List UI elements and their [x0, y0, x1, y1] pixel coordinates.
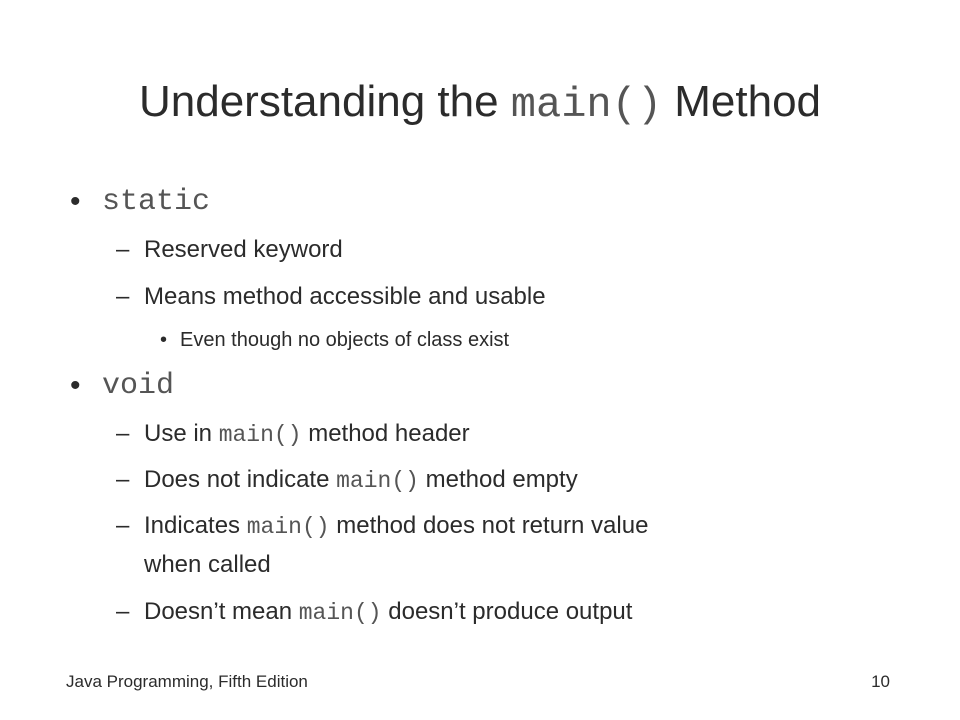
text-before: Use in: [144, 420, 219, 447]
footer-book-title: Java Programming, Fifth Edition: [66, 672, 308, 691]
list-item-text: Means method accessible and usable: [144, 283, 546, 310]
text-after: doesn’t produce output: [381, 598, 633, 625]
keyword-void: void: [102, 369, 175, 403]
text-after: method empty: [418, 466, 578, 493]
bullet-marker: •: [70, 369, 81, 402]
dash-marker: –: [116, 236, 130, 263]
dash-marker: –: [116, 420, 130, 447]
inline-code: main(): [336, 468, 419, 494]
dash-marker: –: [116, 283, 130, 310]
text-before: Does not indicate: [144, 466, 337, 493]
list-item-text: [144, 597, 632, 628]
text-before: Indicates: [144, 512, 247, 539]
footer-page-number: 10: [871, 672, 890, 691]
keyword-static: static: [102, 185, 211, 219]
text-before: Doesn’t mean: [144, 598, 299, 625]
list-item-text: when called: [144, 551, 271, 578]
dash-marker: –: [116, 598, 130, 625]
dash-marker: –: [116, 466, 130, 493]
sub-bullet-marker: •: [160, 329, 168, 351]
bullet-marker: •: [70, 185, 81, 218]
list-item-text: [144, 419, 470, 450]
inline-code: main(): [246, 514, 330, 540]
title-text-before: Understanding the: [138, 77, 511, 126]
inline-code: main(): [298, 600, 382, 626]
title-code: main(): [510, 81, 663, 129]
list-item-text: [144, 465, 578, 496]
text-after: method header: [301, 420, 470, 447]
text-after: method does not return value: [329, 512, 649, 539]
inline-code: main(): [218, 422, 302, 448]
list-item-text: Reserved keyword: [144, 236, 343, 263]
dash-marker: –: [116, 512, 130, 539]
slide-title: [0, 72, 960, 135]
title-text-after: Method: [662, 77, 822, 126]
sub-list-item-text: Even though no objects of class exist: [180, 329, 510, 351]
list-item-text: [144, 511, 648, 542]
